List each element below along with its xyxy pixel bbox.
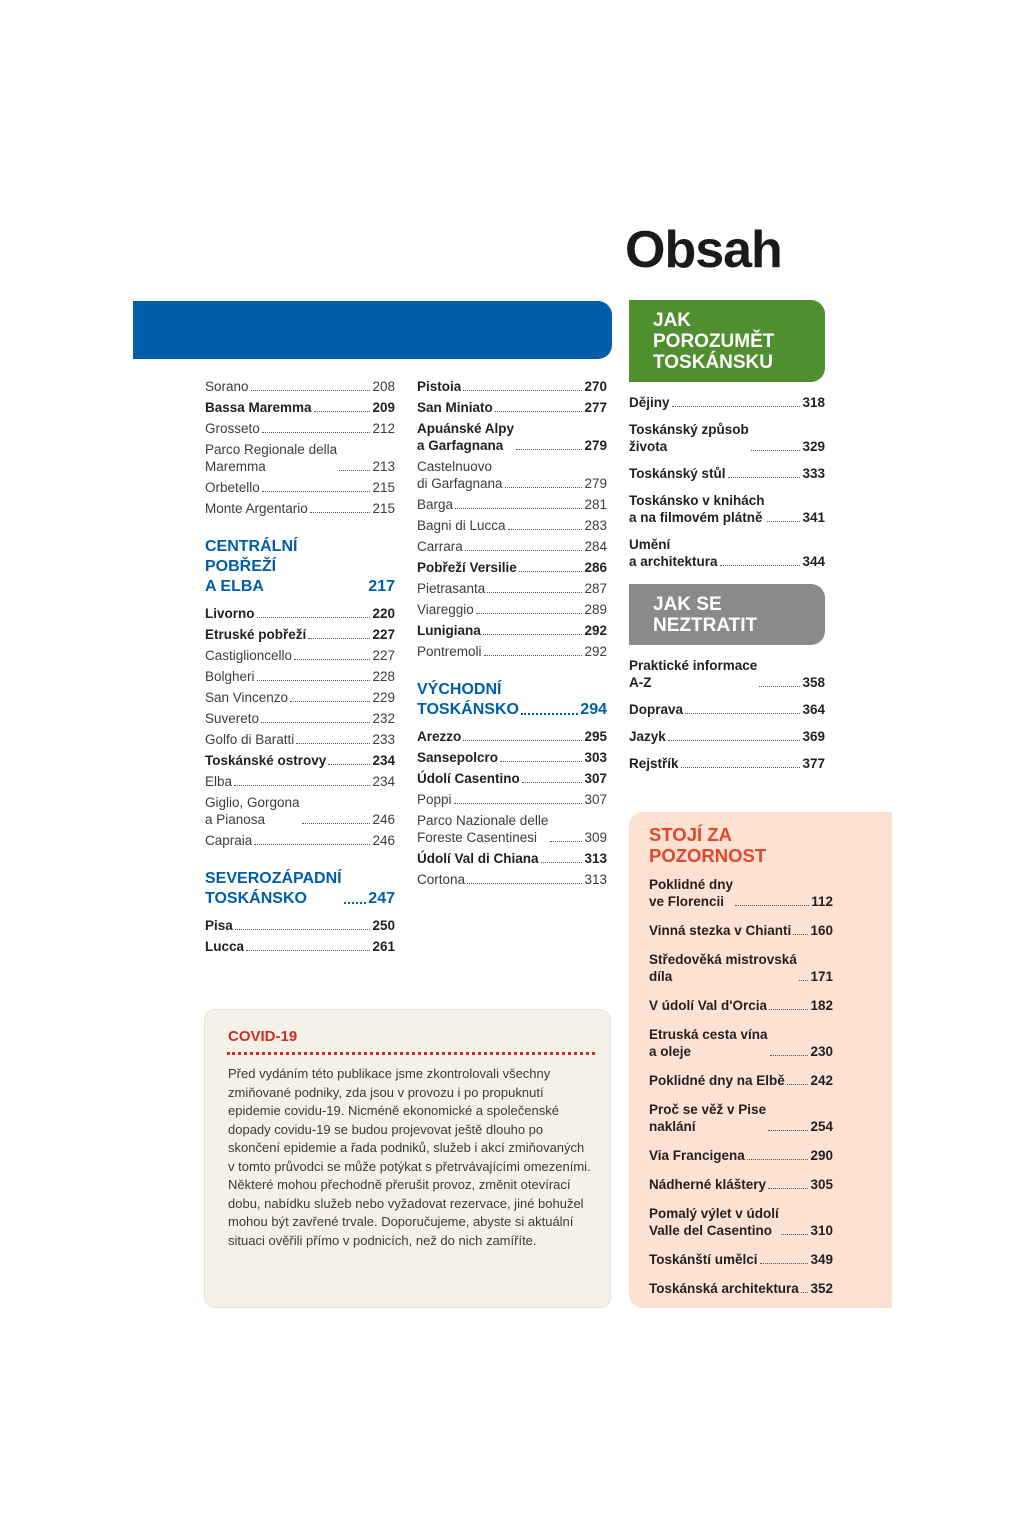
dot-leader bbox=[251, 390, 371, 391]
toc-entry-page: 254 bbox=[810, 1119, 833, 1134]
toc-entry[interactable] bbox=[205, 938, 395, 955]
dot-leader bbox=[290, 701, 370, 702]
toc-entry[interactable] bbox=[205, 500, 395, 517]
toc-entry-page: 329 bbox=[802, 439, 825, 454]
dot-leader bbox=[769, 1009, 808, 1010]
toc-entry-label: Etruské pobřeží bbox=[205, 627, 307, 642]
toc-entry-page: 229 bbox=[372, 690, 395, 705]
survival-heading: JAK SE NEZTRATIT bbox=[629, 584, 825, 645]
toc-entry-label: Castiglioncello bbox=[205, 648, 293, 663]
toc-entry-page: 208 bbox=[372, 379, 395, 394]
dot-leader bbox=[793, 934, 808, 935]
dot-leader bbox=[541, 862, 583, 863]
dot-leader bbox=[747, 1159, 809, 1160]
toc-entry-page: 279 bbox=[584, 438, 607, 453]
toc-entry-label: Bassa Maremma bbox=[205, 400, 312, 415]
dot-leader bbox=[728, 477, 801, 478]
dot-leader bbox=[262, 491, 371, 492]
toc-entry-label: Giglio, Gorgona a Pianosa bbox=[205, 795, 300, 827]
toc-entry-label: Golfo di Baratti bbox=[205, 732, 295, 747]
toc-entry[interactable] bbox=[649, 1176, 833, 1193]
toc-entry[interactable] bbox=[417, 496, 607, 513]
toc-list bbox=[205, 378, 395, 517]
toc-entry-label: Sansepolcro bbox=[417, 750, 499, 765]
toc-entry-page: 220 bbox=[372, 606, 395, 621]
toc-entry[interactable] bbox=[205, 378, 395, 395]
toc-entry-label: V údolí Val d'Orcia bbox=[649, 998, 767, 1013]
toc-entry[interactable] bbox=[649, 1205, 833, 1239]
dot-leader bbox=[768, 1130, 808, 1131]
toc-entry[interactable] bbox=[205, 605, 395, 622]
toc-entry[interactable] bbox=[417, 420, 607, 454]
toc-entry-page: 309 bbox=[584, 830, 607, 845]
toc-entry-page: 287 bbox=[584, 581, 607, 596]
dot-leader bbox=[296, 743, 370, 744]
dot-leader bbox=[521, 713, 578, 715]
dot-leader bbox=[799, 980, 809, 981]
toc-entry-label: Údolí Casentino bbox=[417, 771, 520, 786]
toc-entry-label: Capraia bbox=[205, 833, 253, 848]
toc-entry-label: Nádherné kláštery bbox=[649, 1177, 767, 1192]
toc-entry[interactable] bbox=[417, 378, 607, 395]
toc-entry[interactable] bbox=[649, 997, 833, 1014]
features-box bbox=[629, 812, 892, 1308]
dot-leader bbox=[302, 823, 371, 824]
toc-entry[interactable] bbox=[629, 465, 825, 482]
toc-entry-page: 227 bbox=[372, 648, 395, 663]
toc-entry[interactable] bbox=[417, 850, 607, 867]
toc-entry-label: Toskánský stůl bbox=[629, 466, 726, 481]
dot-leader bbox=[467, 883, 582, 884]
toc-entry-label: Orbetello bbox=[205, 480, 260, 495]
toc-entry-page: 283 bbox=[584, 518, 607, 533]
toc-entry[interactable] bbox=[649, 876, 833, 910]
toc-entry[interactable] bbox=[629, 657, 825, 691]
toc-entry-page: 364 bbox=[802, 702, 825, 717]
toc-entry-page: 377 bbox=[802, 756, 825, 771]
toc-entry[interactable] bbox=[205, 917, 395, 934]
toc-entry-label: Etruská cesta vína a oleje bbox=[649, 1027, 768, 1059]
covid-title: COVID-19 bbox=[228, 1028, 298, 1045]
dot-leader bbox=[519, 571, 583, 572]
toc-entry-label: Pistoia bbox=[417, 379, 462, 394]
dot-leader bbox=[344, 902, 367, 904]
dot-leader bbox=[767, 521, 801, 522]
toc-entry[interactable] bbox=[649, 1280, 833, 1297]
section-label: CENTRÁLNÍ POBŘEŽÍ A ELBA bbox=[205, 538, 298, 595]
toc-entry-page: 228 bbox=[372, 669, 395, 684]
toc-entry[interactable] bbox=[205, 710, 395, 727]
toc-entry-label: Dějiny bbox=[629, 395, 670, 410]
toc-entry-label: Barga bbox=[417, 497, 454, 512]
toc-entry-label: Poppi bbox=[417, 792, 452, 807]
dot-leader bbox=[257, 617, 371, 618]
toc-entry-label: Viareggio bbox=[417, 602, 474, 617]
toc-entry[interactable] bbox=[649, 1251, 833, 1268]
toc-list bbox=[629, 657, 825, 772]
toc-entry[interactable] bbox=[205, 647, 395, 664]
toc-entry[interactable] bbox=[205, 752, 395, 769]
dot-leader bbox=[681, 767, 801, 768]
toc-entry-page: 209 bbox=[372, 400, 395, 415]
dot-leader bbox=[735, 905, 809, 906]
dot-leader bbox=[246, 950, 370, 951]
toc-entry-page: 215 bbox=[372, 501, 395, 516]
dot-leader bbox=[476, 613, 583, 614]
toc-list bbox=[629, 394, 825, 570]
toc-entry[interactable] bbox=[205, 399, 395, 416]
toc-entry-page: 358 bbox=[802, 675, 825, 690]
section-page: 217 bbox=[368, 578, 395, 595]
toc-entry-page: 233 bbox=[372, 732, 395, 747]
toc-entry-page: 307 bbox=[584, 771, 607, 786]
toc-entry-label: Monte Argentario bbox=[205, 501, 308, 516]
dot-leader bbox=[760, 1263, 809, 1264]
toc-entry-label: Pontremoli bbox=[417, 644, 482, 659]
toc-entry-label: Poklidné dny ve Florencii bbox=[649, 877, 734, 909]
blue-banner bbox=[133, 301, 612, 359]
dot-leader bbox=[495, 411, 583, 412]
toc-entry-label: Suvereto bbox=[205, 711, 260, 726]
dot-leader bbox=[500, 761, 582, 762]
dotted-divider bbox=[227, 1052, 595, 1055]
toc-entry-label: Arezzo bbox=[417, 729, 462, 744]
toc-entry-page: 261 bbox=[372, 939, 395, 954]
toc-entry-label: Doprava bbox=[629, 702, 684, 717]
toc-entry[interactable] bbox=[417, 538, 607, 555]
toc-entry-page: 246 bbox=[372, 812, 395, 827]
dot-leader bbox=[522, 782, 583, 783]
toc-left-column bbox=[205, 378, 395, 959]
section-page: 294 bbox=[580, 701, 607, 718]
toc-entry-page: 227 bbox=[372, 627, 395, 642]
toc-entry[interactable] bbox=[205, 689, 395, 706]
toc-entry[interactable] bbox=[417, 749, 607, 766]
toc-entry[interactable] bbox=[629, 536, 825, 570]
toc-entry[interactable] bbox=[417, 770, 607, 787]
toc-entry[interactable] bbox=[417, 643, 607, 660]
dot-leader bbox=[465, 550, 583, 551]
toc-entry-page: 303 bbox=[584, 750, 607, 765]
toc-entry-page: 160 bbox=[810, 923, 833, 938]
toc-entry-label: Údolí Val di Chiana bbox=[417, 851, 539, 866]
toc-entry-page: 292 bbox=[584, 644, 607, 659]
toc-entry[interactable] bbox=[417, 871, 607, 888]
toc-entry-page: 284 bbox=[584, 539, 607, 554]
toc-right-column bbox=[629, 300, 825, 782]
dot-leader bbox=[262, 432, 371, 433]
toc-entry-label: Apuánské Alpy a Garfagnana bbox=[417, 421, 515, 453]
dot-leader bbox=[254, 844, 370, 845]
toc-entry-page: 246 bbox=[372, 833, 395, 848]
toc-entry-label: Via Francigena bbox=[649, 1148, 745, 1163]
toc-entry-label: Bolgheri bbox=[205, 669, 255, 684]
toc-entry[interactable] bbox=[629, 755, 825, 772]
toc-entry[interactable] bbox=[649, 922, 833, 939]
toc-entry[interactable] bbox=[205, 626, 395, 643]
toc-entry-page: 234 bbox=[372, 774, 395, 789]
toc-entry-page: 292 bbox=[584, 623, 607, 638]
toc-entry-label: Toskánský způsob života bbox=[629, 422, 749, 454]
toc-entry[interactable] bbox=[205, 773, 395, 790]
dot-leader bbox=[672, 406, 801, 407]
dot-leader bbox=[339, 470, 370, 471]
toc-entry-page: 270 bbox=[584, 379, 607, 394]
toc-entry-page: 286 bbox=[584, 560, 607, 575]
section-heading-northwest[interactable] bbox=[205, 869, 395, 909]
section-label: VÝCHODNÍ TOSKÁNSKO bbox=[417, 681, 519, 718]
toc-entry-label: San Miniato bbox=[417, 400, 493, 415]
toc-entry-label: Elba bbox=[205, 774, 233, 789]
dot-leader bbox=[508, 529, 583, 530]
toc-entry-page: 349 bbox=[810, 1252, 833, 1267]
toc-entry-page: 307 bbox=[584, 792, 607, 807]
toc-entry-label: Pisa bbox=[205, 918, 233, 933]
toc-list bbox=[649, 876, 833, 1297]
toc-entry-page: 333 bbox=[802, 466, 825, 481]
toc-list bbox=[417, 378, 607, 660]
toc-entry[interactable] bbox=[205, 832, 395, 849]
toc-entry[interactable] bbox=[417, 399, 607, 416]
toc-entry[interactable] bbox=[649, 1101, 833, 1135]
toc-entry-label: Umění a architektura bbox=[629, 537, 718, 569]
toc-entry-label: Rejstřík bbox=[629, 756, 679, 771]
toc-entry[interactable] bbox=[205, 731, 395, 748]
toc-entry[interactable] bbox=[649, 1147, 833, 1164]
toc-entry-page: 313 bbox=[584, 851, 607, 866]
dot-leader bbox=[516, 449, 582, 450]
toc-entry[interactable] bbox=[205, 420, 395, 437]
toc-entry-label: Bagni di Lucca bbox=[417, 518, 506, 533]
toc-entry-page: 344 bbox=[802, 554, 825, 569]
toc-entry[interactable] bbox=[417, 728, 607, 745]
dot-leader bbox=[234, 785, 370, 786]
toc-entry-label: Pobřeží Versilie bbox=[417, 560, 517, 575]
toc-entry-page: 341 bbox=[802, 510, 825, 525]
toc-entry-page: 250 bbox=[372, 918, 395, 933]
dot-leader bbox=[257, 680, 371, 681]
toc-entry-label: Praktické informace A-Z bbox=[629, 658, 758, 690]
toc-entry[interactable] bbox=[205, 441, 395, 475]
toc-entry-label: Grosseto bbox=[205, 421, 260, 436]
toc-entry-page: 313 bbox=[584, 872, 607, 887]
toc-entry-label: Lucca bbox=[205, 939, 245, 954]
dot-leader bbox=[314, 411, 371, 412]
toc-entry-label: Sorano bbox=[205, 379, 249, 394]
dot-leader bbox=[720, 565, 801, 566]
dot-leader bbox=[751, 450, 801, 451]
dot-leader bbox=[261, 722, 370, 723]
toc-entry-label: Vinná stezka v Chianti bbox=[649, 923, 792, 938]
toc-entry-page: 290 bbox=[810, 1148, 833, 1163]
toc-entry[interactable] bbox=[629, 728, 825, 745]
toc-entry[interactable] bbox=[417, 458, 607, 492]
dot-leader bbox=[550, 841, 582, 842]
toc-entry-label: Poklidné dny na Elbě bbox=[649, 1073, 785, 1088]
dot-leader bbox=[759, 686, 800, 687]
toc-entry-page: 305 bbox=[810, 1177, 833, 1192]
toc-entry-label: Toskánští umělci bbox=[649, 1252, 758, 1267]
toc-entry[interactable] bbox=[205, 794, 395, 828]
toc-entry[interactable] bbox=[417, 559, 607, 576]
toc-entry-page: 318 bbox=[802, 395, 825, 410]
dot-leader bbox=[668, 740, 801, 741]
toc-entry-page: 171 bbox=[810, 969, 833, 984]
toc-entry-page: 369 bbox=[802, 729, 825, 744]
toc-middle-column bbox=[417, 378, 607, 892]
dot-leader bbox=[484, 655, 583, 656]
toc-entry-label: Parco Nazionale delle Foreste Casentinesi bbox=[417, 813, 549, 845]
toc-entry-label: Cortona bbox=[417, 872, 466, 887]
toc-entry-label: Toskánská architektura bbox=[649, 1281, 799, 1296]
toc-list bbox=[417, 728, 607, 888]
toc-entry-label: Toskánské ostrovy bbox=[205, 753, 327, 768]
toc-entry-label: Lunigiana bbox=[417, 623, 481, 638]
dot-leader bbox=[770, 1055, 809, 1056]
toc-entry-page: 182 bbox=[810, 998, 833, 1013]
toc-entry[interactable] bbox=[649, 951, 833, 985]
dot-leader bbox=[463, 390, 582, 391]
dot-leader bbox=[505, 487, 583, 488]
toc-entry[interactable] bbox=[417, 812, 607, 846]
toc-entry-label: Livorno bbox=[205, 606, 255, 621]
toc-entry-page: 289 bbox=[584, 602, 607, 617]
page-title: Obsah bbox=[625, 221, 782, 279]
section-heading-east[interactable] bbox=[417, 680, 607, 720]
toc-entry[interactable] bbox=[649, 1026, 833, 1060]
toc-entry-page: 295 bbox=[584, 729, 607, 744]
toc-entry[interactable] bbox=[417, 622, 607, 639]
dot-leader bbox=[787, 1084, 809, 1085]
toc-entry-label: Jazyk bbox=[629, 729, 666, 744]
understand-heading: JAK POROZUMĚT TOSKÁNSKU bbox=[629, 300, 825, 382]
dot-leader bbox=[328, 764, 370, 765]
toc-entry[interactable] bbox=[205, 479, 395, 496]
dot-leader bbox=[463, 740, 582, 741]
toc-entry[interactable] bbox=[629, 701, 825, 718]
toc-entry-label: Toskánsko v knihách a na filmovém plátně bbox=[629, 493, 765, 525]
covid-notice-box bbox=[205, 1010, 610, 1307]
toc-entry-page: 213 bbox=[372, 459, 395, 474]
toc-entry-label: San Vincenzo bbox=[205, 690, 289, 705]
toc-entry-label: Pomalý výlet v údolí Valle del Casentino bbox=[649, 1206, 779, 1238]
toc-entry[interactable] bbox=[417, 580, 607, 597]
toc-entry[interactable] bbox=[629, 492, 825, 526]
toc-entry-page: 352 bbox=[810, 1281, 833, 1296]
toc-entry-page: 242 bbox=[810, 1073, 833, 1088]
toc-entry[interactable] bbox=[629, 394, 825, 411]
dot-leader bbox=[310, 512, 371, 513]
toc-entry[interactable] bbox=[205, 668, 395, 685]
toc-entry[interactable] bbox=[649, 1072, 833, 1089]
toc-entry-page: 215 bbox=[372, 480, 395, 495]
section-page: 247 bbox=[368, 890, 395, 907]
toc-entry-label: Carrara bbox=[417, 539, 463, 554]
dot-leader bbox=[487, 592, 582, 593]
toc-list bbox=[205, 917, 395, 955]
toc-entry-page: 212 bbox=[372, 421, 395, 436]
toc-entry-page: 230 bbox=[810, 1044, 833, 1059]
toc-entry-label: Castelnuovo di Garfagnana bbox=[417, 459, 503, 491]
section-heading-central-coast[interactable] bbox=[205, 537, 395, 597]
dot-leader bbox=[308, 638, 370, 639]
dot-leader bbox=[685, 713, 800, 714]
dot-leader bbox=[294, 659, 370, 660]
dot-leader bbox=[235, 929, 371, 930]
covid-text: Před vydáním této publikace jsme zkontrolovali všechny zmiňované podniky, zda jsou v provozu i po propuknutí epidemie covidu-19. Nicméně ekonomické a společenské dopady covidu-19 se budou projevovat ještě dlouho po skončení epidemie a řada podniků, služeb i akcí zmiňovaných v tomto průvodci se může potýkat s přetrvávajícími omezeními. Některé mohou přechodně přerušit provoz, změnit otevírací dobu, nabídku služeb nebo vyžadovat rezervace, jiné bohužel mohou být zavřené trvale. Doporučujeme, abyste si aktuální situaci ověřili přímo v podnicích, než do nich zamíříte. bbox=[228, 1066, 591, 1248]
toc-entry-page: 281 bbox=[584, 497, 607, 512]
features-heading: STOJÍ ZA POZORNOST bbox=[649, 824, 767, 866]
toc-entry-page: 112 bbox=[811, 894, 833, 909]
dot-leader bbox=[768, 1188, 808, 1189]
toc-list bbox=[205, 605, 395, 849]
toc-entry[interactable] bbox=[417, 791, 607, 808]
dot-leader bbox=[455, 508, 582, 509]
toc-entry-page: 279 bbox=[584, 476, 607, 491]
toc-entry-label: Parco Regionale della Maremma bbox=[205, 442, 338, 474]
dot-leader bbox=[454, 803, 583, 804]
toc-entry-label: Středověká mistrovská díla bbox=[649, 952, 797, 984]
toc-entry-page: 232 bbox=[372, 711, 395, 726]
dot-leader bbox=[781, 1234, 809, 1235]
toc-entry-label: Pietrasanta bbox=[417, 581, 486, 596]
toc-entry-page: 234 bbox=[372, 753, 395, 768]
section-label: SEVEROZÁPADNÍ TOSKÁNSKO bbox=[205, 870, 342, 907]
toc-entry-label: Proč se věž v Pise naklání bbox=[649, 1102, 767, 1134]
dot-leader bbox=[801, 1292, 809, 1293]
dot-leader bbox=[483, 634, 583, 635]
toc-entry-page: 310 bbox=[810, 1223, 833, 1238]
toc-entry[interactable] bbox=[417, 601, 607, 618]
toc-entry[interactable] bbox=[417, 517, 607, 534]
toc-entry-page: 277 bbox=[584, 400, 607, 415]
toc-entry[interactable] bbox=[629, 421, 825, 455]
